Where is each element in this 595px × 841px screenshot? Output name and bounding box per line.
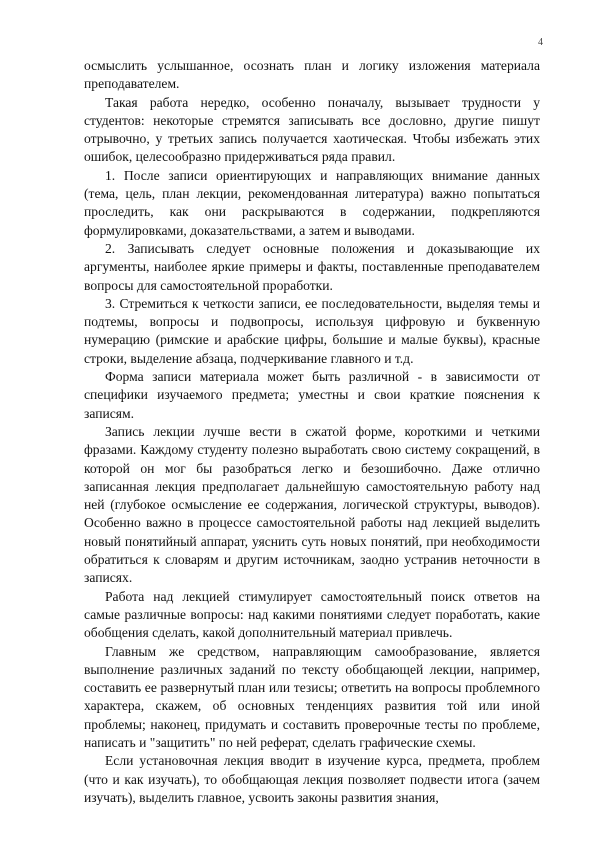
paragraph-continuation: осмыслить услышанное, осознать план и логику изложения материала преподавателем. <box>84 58 540 92</box>
page-number: 4 <box>538 37 543 48</box>
paragraph: Работа над лекцией стимулирует самостоятельный поиск ответов на самые различные вопросы: над какими понятиями следует поработать, какие обобщения сделать, какой дополнительный материал привлечь. <box>84 588 540 641</box>
page-body <box>84 57 540 807</box>
paragraph: Если установочная лекция вводит в изучение курса, предмета, проблем (что и как изучать), то обобщающая лекция позволяет подвести итога (зачем изучать), выделить главное, усвоить законы развития знания, <box>84 753 540 805</box>
paragraph: Такая работа нередко, особенно поначалу, вызывает трудности у студентов: некоторые стремятся записывать все дословно, другие пишут отрывочно, у третьих запись получается хаотическая. Чтобы избежать этих ошибок, целесообразно придерживаться ряда правил. <box>84 94 540 165</box>
list-item-2: 2. Записывать следует основные положения и доказывающие их аргументы, наиболее яркие примеры и факты, поставленные преподавателем вопросы для самостоятельной проработки. <box>84 240 540 293</box>
paragraph: Форма записи материала может быть различной - в зависимости от специфики изучаемого предмета; уместны и свои краткие пояснения к записям. <box>84 369 540 421</box>
list-item-1: 1. После записи ориентирующих и направляющих внимание данных (тема, цель, план лекции, рекомендованная литература) важно попытаться проследить, как они раскрываются в содержании, подкрепляются формулировками, доказательствами, а затем и выводами. <box>84 167 540 238</box>
list-item-3: 3. Стремиться к четкости записи, ее последовательности, выделяя темы и подтемы, вопросы и подвопросы, используя цифровую и буквенную нумерацию (римские и арабские цифры, большие и малые буквы), красные строки, выделение абзаца, подчеркивание главного и т.д. <box>84 295 540 366</box>
paragraph: Главным же средством, направляющим самообразование, является выполнение различных заданий по тексту обобщающей лекции, например, составить ее развернутый план или тезисы; ответить на вопросы проблемного характера, скажем, об основных тенденциях развития той или иной проблемы; наконец, придумать и составить проверочные тесты по проблеме, написать и "защитить" по ней реферат, сделать графические схемы. <box>84 643 540 750</box>
paragraph: Запись лекции лучше вести в сжатой форме, короткими и четкими фразами. Каждому студенту полезно выработать свою систему сокращений, в которой он мог бы разобраться легко и безошибочно. Даже отлично записанная лекция предполагает дальнейшую самостоятельную работу над ней (глубокое осмысление ее содержания, логической структуры, выводов). Особенно важно в процессе самостоятельной работы над лекцией выделить новый понятийный аппарат, уяснить суть новых понятий, при необходимости обратиться к словарям и другим источникам, заодно устранив неточности в записях. <box>84 423 540 586</box>
